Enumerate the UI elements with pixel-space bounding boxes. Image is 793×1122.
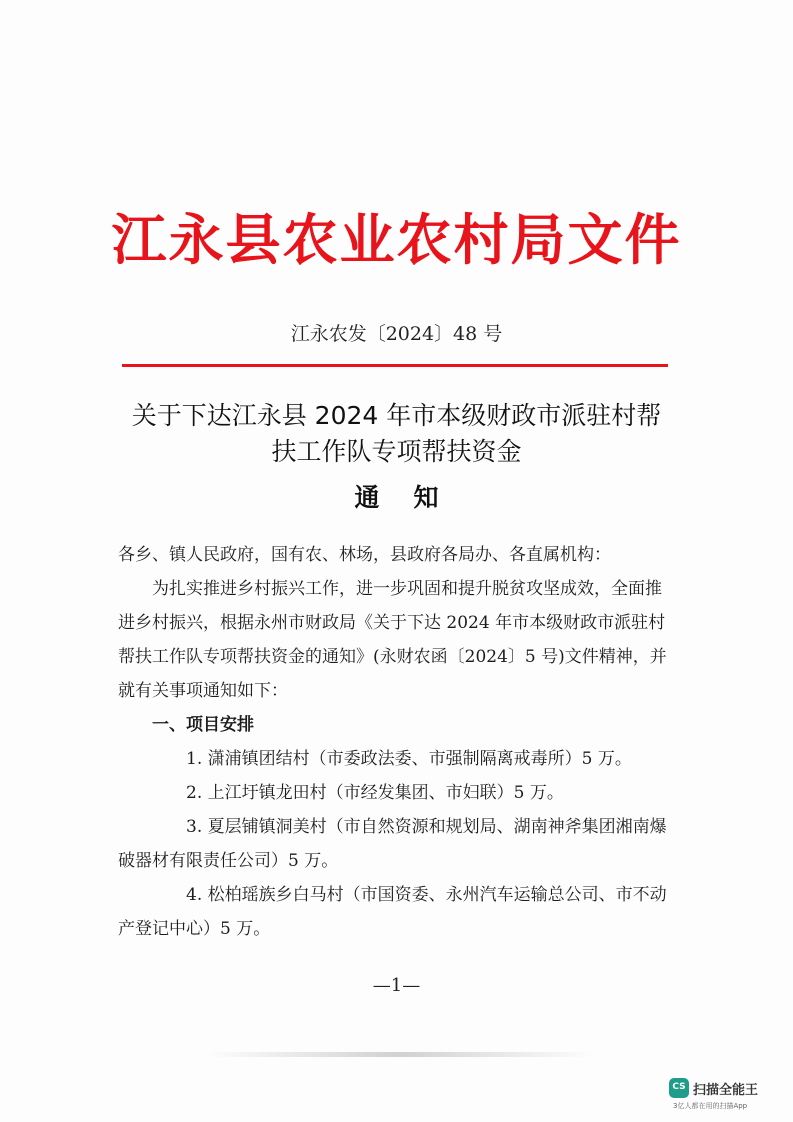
intro-paragraph: 为扎实推进乡村振兴工作，进一步巩固和提升脱贫攻坚成效，全面推进乡村振兴，根据永州市财政局《关于下达 2024 年市本级财政市派驻村帮扶工作队专项帮扶资金的通知》(永财农函〔2024〕5 号)文件精神，并就有关事项通知如下： [118, 579, 667, 701]
watermark-app-name: 扫描全能王 [693, 1083, 759, 1098]
notice-title [100, 398, 693, 470]
watermark-tagline: 3亿人都在用的扫描App [673, 1102, 748, 1110]
list-item: 1. 潇浦镇团结村（市委政法委、市强制隔离戒毒所）5 万。 [186, 749, 632, 769]
document-body [118, 538, 678, 946]
recipients-line: 各乡、镇人民政府，国有农、林场，县政府各局办、各直属机构： [118, 545, 611, 565]
page-number: —1— [372, 975, 421, 996]
camscanner-logo-icon [669, 1078, 689, 1098]
red-divider-line [122, 364, 668, 367]
notice-title-line-1: 关于下达江永县 2024 年市本级财政市派驻村帮 [131, 401, 662, 430]
list-item: 2. 上江圩镇龙田村（市经发集团、市妇联）5 万。 [186, 783, 564, 803]
document-number: 江永农发〔2024〕48 号 [290, 323, 503, 345]
list-item: 3. 夏层铺镇洞美村（市自然资源和规划局、湖南神斧集团湘南爆破器材有限责任公司）5 万。 [118, 817, 667, 871]
scanner-watermark [669, 1076, 779, 1112]
notice-heading: 通知 [354, 483, 473, 512]
notice-title-line-2: 扶工作队专项帮扶资金 [271, 437, 522, 466]
agency-title: 江永县农业农村局文件 [111, 207, 682, 272]
section-heading-project-arrangement: 一、项目安排 [152, 715, 254, 735]
scan-edge-shadow [205, 1052, 595, 1057]
list-item: 4. 松柏瑶族乡白马村（市国资委、永州汽车运输总公司、市不动产登记中心）5 万。 [118, 885, 667, 939]
camscanner-logo-text: CS [672, 1082, 686, 1092]
